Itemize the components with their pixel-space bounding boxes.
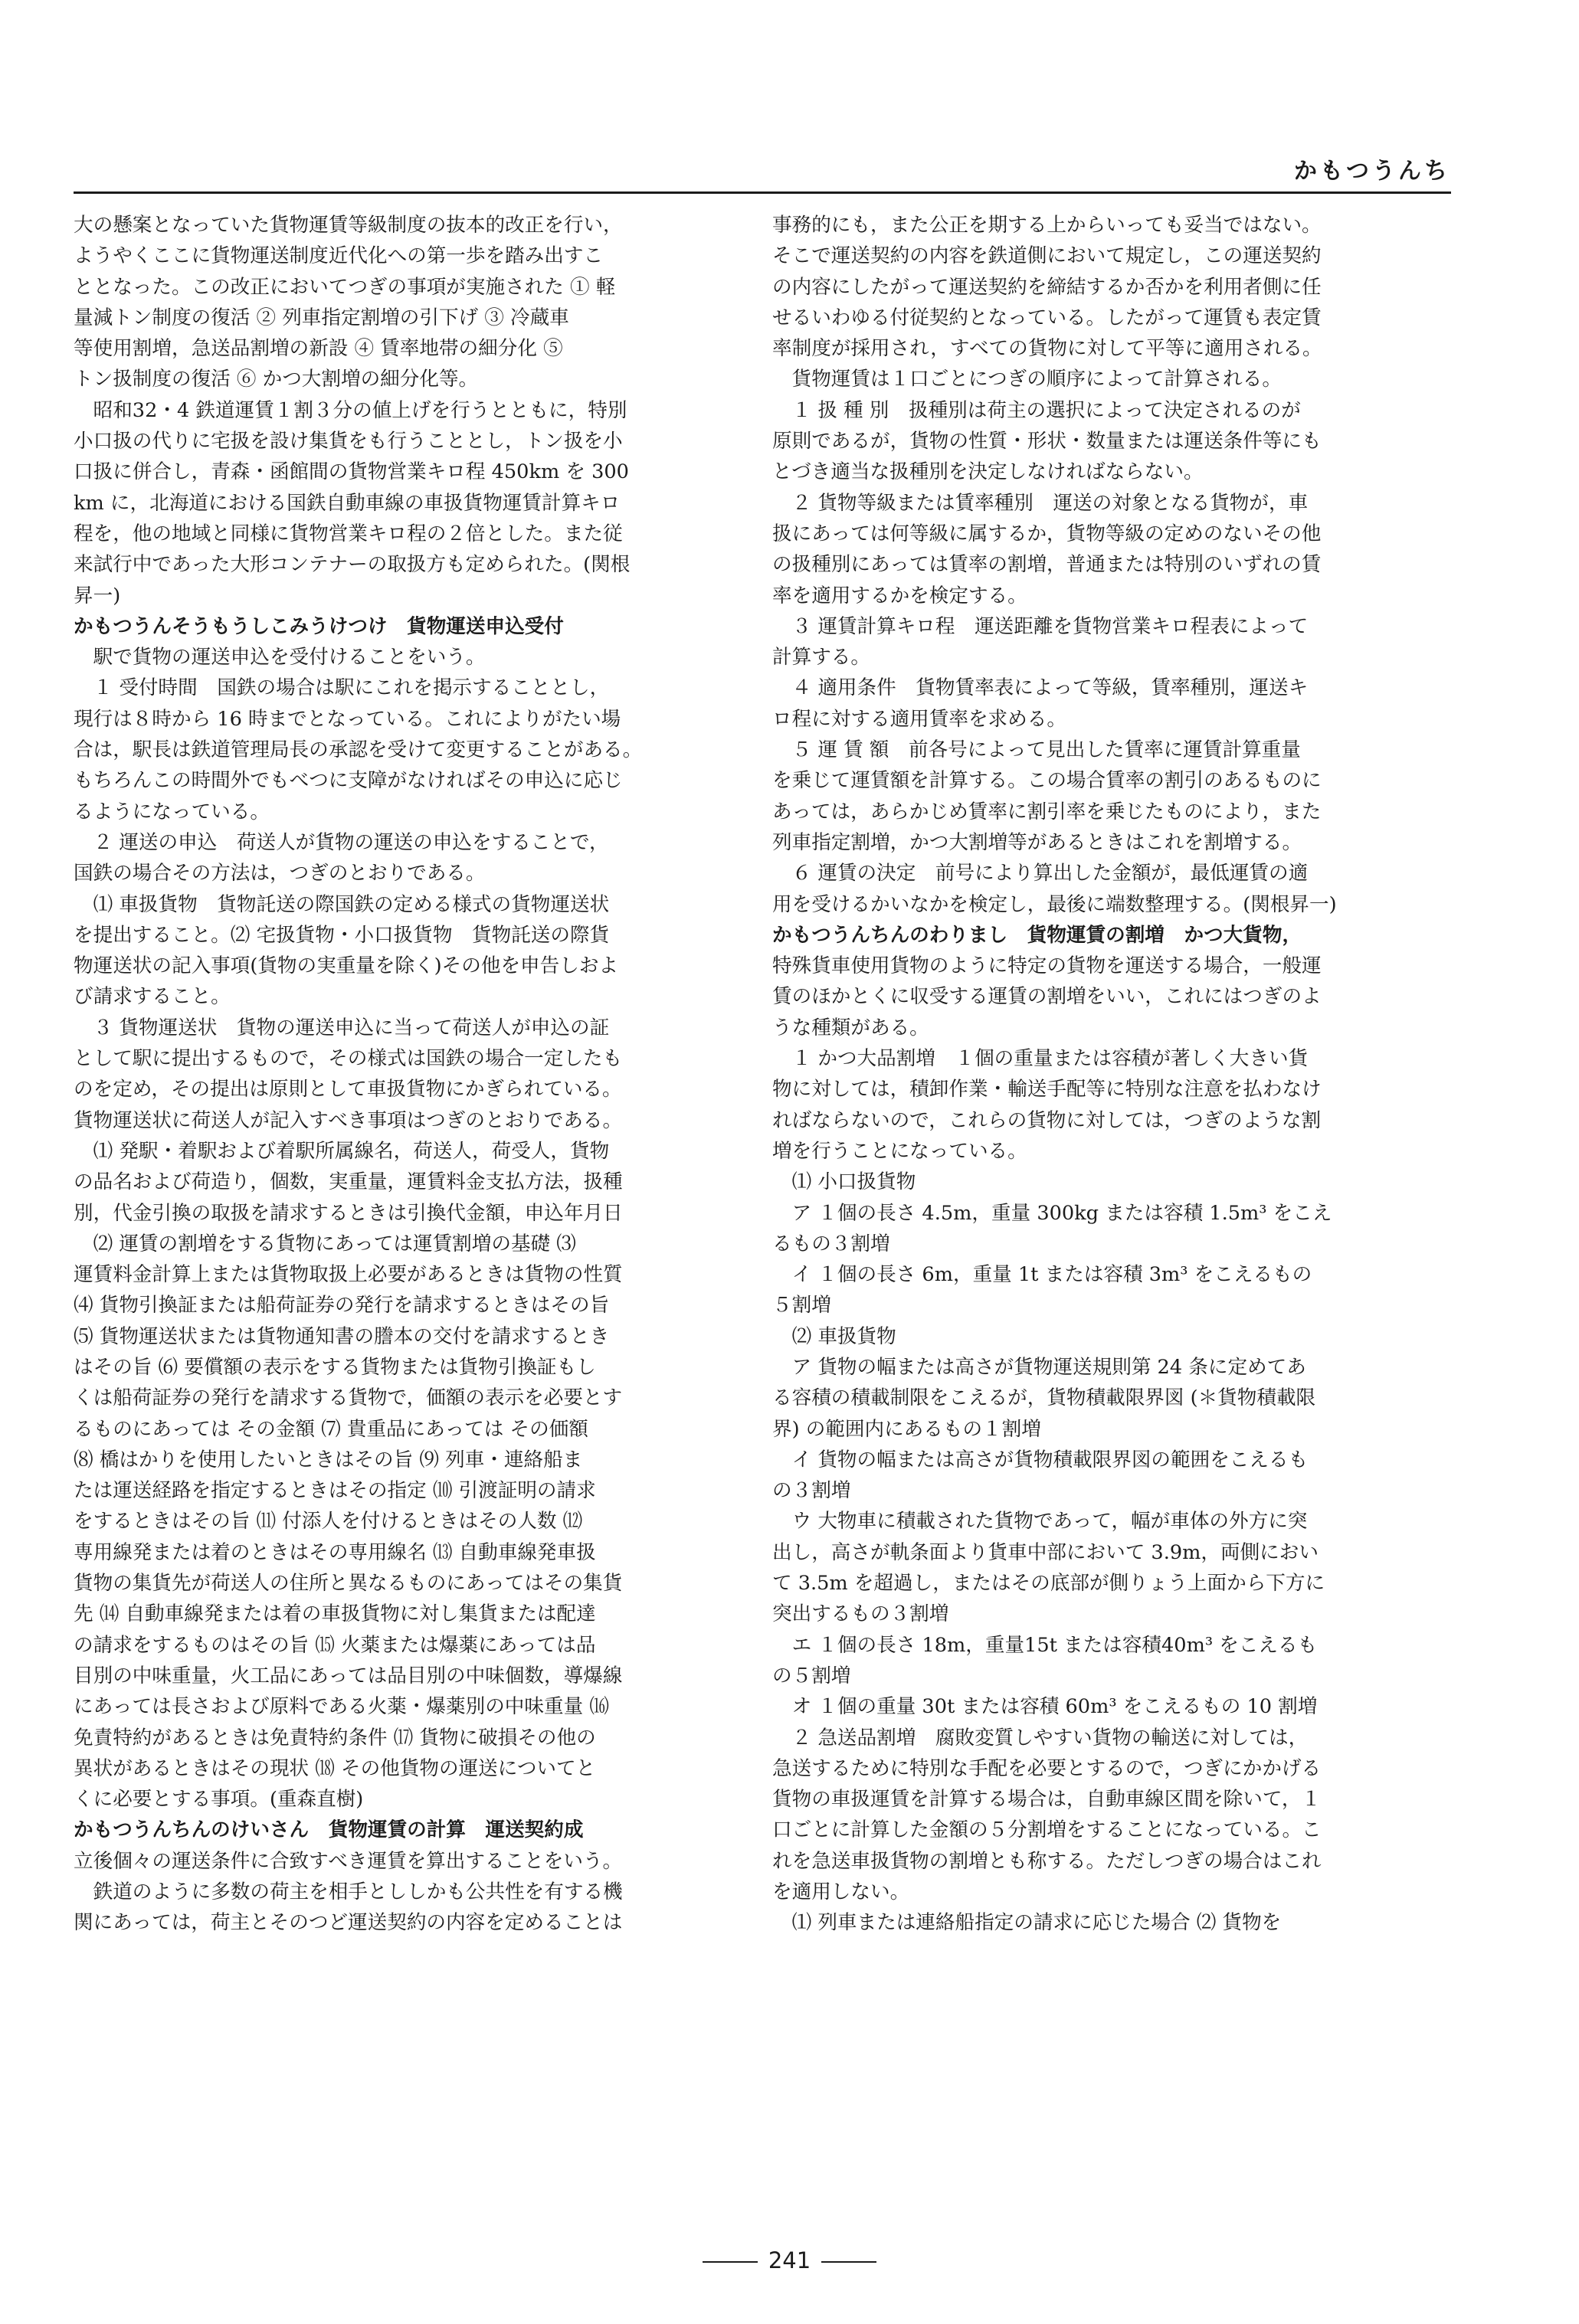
page-number: 241: [768, 2247, 811, 2273]
paragraph: 大の懸案となっていた貨物運賃等級制度の抜本的改正を行い， ようやくここに貨物運送制度近代化への第一歩を踏み出すこ ととなった。この改正においてつぎの事項が実施された ① 軽 量減トン制度の復活 ② 列車指定割増の引下げ ③ 冷蔵車 等使用割増，急送品割増の新設 ④ 賃率地帯の細分化 ⑤ トン扱制度の復活 ⑥ かつ大割増の細分化等。: [74, 214, 623, 391]
running-title: かもつうんち: [1294, 158, 1450, 185]
paragraph: 鉄道のように多数の荷主を相手とししかも公共性を有する機 関にあっては，荷主とそのつど運送契約の内容を定めることは: [74, 1880, 623, 1935]
paragraph: 貨物運賃は１口ごとにつぎの順序によって計算される。: [772, 368, 1282, 391]
paragraph: オ １個の重量 30t または容積 60m³ をこえるもの 10 割増: [772, 1695, 1318, 1719]
paragraph: １ 受付時間 国鉄の場合は駅にこれを掲示することとし， 現行は８時から 16 時までとなっている。これによりがたい場 合は，駅長は鉄道管理局長の承認を受けて変更することがある。 もちろんこの時間外でもべつに支障がなければその申込に応じ るようになっている。: [74, 676, 643, 823]
paragraph: ⑴ 列車または連絡船指定の請求に応じた場合 ⑵ 貨物を: [772, 1911, 1282, 1935]
folio-dash-right: [821, 2261, 876, 2263]
paragraph: ⑴ 発駅・着駅および着駅所属線名，荷送人，荷受人，貨物 の品名および荷造り，個数，実重量，運賃料金支払方法，扱種 別，代金引換の取扱を請求するときは引換代金額，申込年月日: [74, 1139, 623, 1225]
right-column: [772, 210, 1451, 1939]
paragraph: １ かつ大品割増 １個の重量または容積が著しく大きい貨 物に対しては，積卸作業・輸送手配等に特別な注意を払わなけ ればならないので，これらの貨物に対しては，つぎのような割 増を行うことになっている。: [772, 1047, 1322, 1163]
paragraph: ⑴ 車扱貨物 貨物託送の際国鉄の定める様式の貨物運送状 を提出すること。⑵ 宅扱貨物・小口扱貨物 貨物託送の際貨 物運送状の記入事項(貨物の実重量を除く)その他を申告しおよ び請求すること。: [74, 892, 619, 1009]
paragraph: ア １個の長さ 4.5m，重量 300kg または容積 1.5m³ をこえ るもの３割増: [772, 1201, 1332, 1255]
header-rule: [74, 191, 1451, 194]
paragraph: ⑵ 運賃の割増をする貨物にあっては運賃割増の基礎 ⑶ 運賃料金計算上または貨物取扱上必要があるときは貨物の性質 ⑷ 貨物引換証または船荷証券の発行を請求するときはその旨 ⑸ 貨物運送状または貨物通知書の謄本の交付を請求するとき はその旨 ⑹ 要償額の表示をする貨物または貨物引換証もし くは船荷証券の発行を請求する貨物で，価額の表示を必要とす るものにあっては その金額 ⑺ 貴重品にあっては その価額 ⑻ 橋はかりを使用したいときはその旨 ⑼ 列車・連絡船ま たは運送経路を指定するときはその指定 ⑽ 引渡証明の請求 をするときはその旨 ⑾ 付添人を付けるときはその人数 ⑿ 専用線発または着のときはその専用線名 ⒀ 自動車線発車扱 貨物の集貨先が荷送人の住所と異なるものにあってはその集貨 先 ⒁ 自動車線発または着の車扱貨物に対し集貨または配達 の請求をするものはその旨 ⒂ 火薬または爆薬にあっては品 目別の中味重量，火工品にあっては品目別の中味個数，導爆線 にあっては長さおよび原料である火薬・爆薬別の中味重量 ⒃ 免責特約があるときは免責特約条件 ⒄ 貨物に破損その他の 異状があるときはその現状 ⒅ その他貨物の運送についてと くに必要とする事項。(重森直樹): [74, 1232, 623, 1812]
paragraph: ⑵ 車扱貨物: [772, 1324, 896, 1348]
paragraph: ３ 運賃計算キロ程 運送距離を貨物営業キロ程表によって 計算する。: [772, 614, 1309, 669]
paragraph: ２ 貨物等級または賃率種別 運送の対象となる貨物が，車 扱にあっては何等級に属するか，貨物等級の定めのないその他 の扱種別にあっては賃率の割増，普通または特別のいずれの賃 率を適用するかを検定する。: [772, 491, 1322, 607]
paragraph: 昭和32・4 鉄道運賃１割３分の値上げを行うとともに，特別 小口扱の代りに宅扱を設け集貨をも行うこととし，トン扱を小 口扱に併合し，青森・函館間の貨物営業キロ程 450km を 300 km に，北海道における国鉄自動車線の車扱貨物運賃計算キロ 程を，他の地域と同様に貨物営業キロ程の２倍とした。また従 来試行中であった大形コンテナーの取扱方も定められた。(関根 昇一): [74, 398, 631, 607]
paragraph: ６ 運賃の決定 前号により算出した金額が，最低運賃の適 用を受けるかいなかを検定し，最後に端数整理する。(関根昇一): [772, 862, 1337, 916]
paragraph: ２ 急送品割増 腐敗変質しやすい貨物の輸送に対しては， 急送するために特別な手配を必要とするので，つぎにかかげる 貨物の車扱運賃を計算する場合は，自動車線区間を除いて，１ 口ごとに計算した金額の５分割増をすることになっている。こ れを急送車扱貨物の割増とも称する。ただしつぎの場合はこれ を適用しない。: [772, 1726, 1322, 1904]
left-column: [74, 210, 752, 1939]
paragraph: ２ 運送の申込 荷送人が貨物の運送の申込をすることで， 国鉄の場合その方法は，つぎのとおりである。: [74, 830, 609, 885]
paragraph: ウ 大物車に積載された貨物であって，幅が車体の外方に突 出し，高さが軌条面より貨車中部において 3.9m，両側におい て 3.5m を超過し，またはその底部が側りょう上面から下方に 突出するもの３割増: [772, 1510, 1325, 1626]
page-number-footer: [0, 2247, 1579, 2273]
paragraph: １ 扱 種 別 扱種別は荷主の選択によって決定されるのが 原則であるが，貨物の性質・形状・数量または運送条件等にも とづき適当な扱種別を決定しなければならない。: [772, 398, 1322, 484]
paragraph: 駅で貨物の運送申込を受付けることをいう。: [74, 646, 486, 669]
folio-dash-left: [703, 2261, 758, 2263]
paragraph: エ １個の長さ 18m，重量15t または容積40m³ をこえるも の５割増: [772, 1633, 1318, 1687]
entry-heading: かもつうんそうもうしこみうけつけ 貨物運送申込受付: [74, 614, 564, 638]
paragraph: イ １個の長さ 6m，重量 1t または容積 3m³ をこえるもの ５割増: [772, 1263, 1312, 1317]
paragraph: ５ 運 賃 額 前各号によって見出した賃率に運賃計算重量 を乗じて運賃額を計算する。この場合賃率の割引のあるものに あっては，あらかじめ賃率に割引率を乗じたものにより，また 列車指定割増，かつ大割増等があるときはこれを割増する。: [772, 738, 1322, 854]
entry-heading: かもつうんちんのけいさん 貨物運賃の計算 運送契約成: [74, 1818, 584, 1842]
paragraph: 特殊貨車使用貨物のように特定の貨物を運送する場合，一般運 賃のほかとくに収受する運賃の割増をいい，これにはつぎのよ うな種類がある。: [772, 954, 1322, 1039]
paragraph: ⑴ 小口扱貨物: [772, 1170, 916, 1194]
paragraph: 事務的にも，また公正を期する上からいっても妥当ではない。 そこで運送契約の内容を鉄道側において規定し，この運送契約 の内容にしたがって運送契約を締結するか否かを利用者側に任 せるいわゆる付従契約となっている。したがって運賃も表定賃 率制度が採用され，すべての貨物に対して平等に適用される。: [772, 214, 1322, 361]
paragraph: イ 貨物の幅または高さが貨物積載限界図の範囲をこえるも の３割増: [772, 1448, 1309, 1503]
paragraph: 立後個々の運送条件に合致すべき運賃を算出することをいう。: [74, 1849, 623, 1873]
entry-heading: かもつうんちんのわりまし 貨物運賃の割増 かつ大貨物，: [772, 923, 1302, 947]
paragraph: ア 貨物の幅または高さが貨物運送規則第 24 条に定めてあ る容積の積載制限をこえるが，貨物積載限界図 (＊貨物積載限 界) の範囲内にあるもの１割増: [772, 1355, 1316, 1441]
paragraph: ３ 貨物運送状 貨物の運送申込に当って荷送人が申込の証 として駅に提出するもので，その様式は国鉄の場合一定したも のを定め，その提出は原則として車扱貨物にかぎられている。 貨物運送状に荷送人が記入すべき事項はつぎのとおりである。: [74, 1016, 623, 1132]
paragraph: ４ 適用条件 貨物賃率表によって等級，賃率種別，運送キ ロ程に対する適用賃率を求める。: [772, 676, 1309, 731]
